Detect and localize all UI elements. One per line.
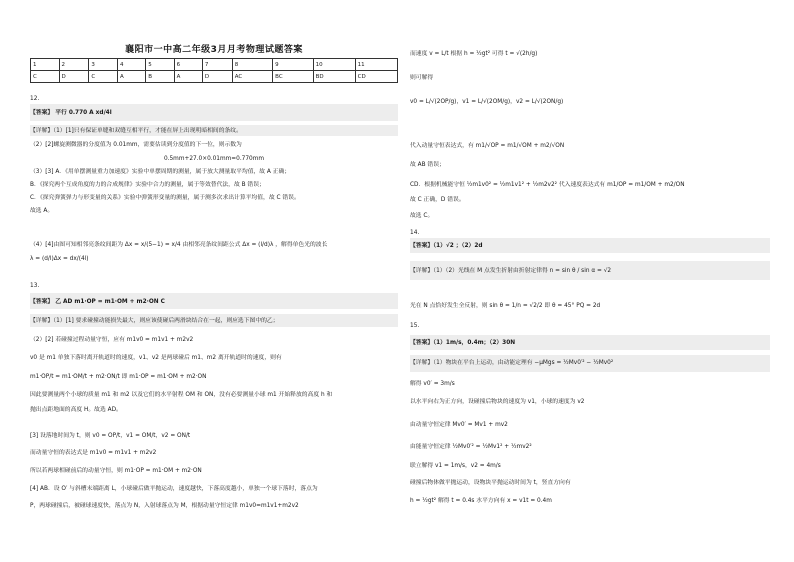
answer-table-answers-row (31, 71, 398, 83)
q13-continued-line: v0 = L/√(2OP/g)，v1 = L/√(2OM/g)，v2 = L/√(2ON/g) (410, 99, 564, 105)
q14-detail-line: 光在 N 点恰好发生全反射，则 sin θ = 1/n = √2/2 即 θ = 45° PQ = 2d (410, 303, 601, 309)
q13-detail-line: 【详解】（1）[1] 要求碰撞动能损失最大，则应该使碰后两滑块结合在一起，则应选下图中的乙； (30, 318, 279, 324)
table-cell: A (174, 71, 202, 83)
table-cell: CD (355, 71, 397, 83)
table-cell: 10 (313, 59, 355, 71)
table-cell: 3 (89, 59, 118, 71)
q15-detail-line: 由能量守恒定律 ½Mv0′² = ½Mv1² + ½mv2² (410, 444, 532, 450)
table-cell: 11 (355, 59, 397, 71)
q13-detail-line: [3] 设落地时间为 t，则 v0 = OP/t，v1 = OM/t，v2 = ON/t (30, 433, 191, 439)
q12-detail-line: C．《探究弹簧弹力与形变量的关系》实验中弹簧形变量的测量，属于测多次求出计算平均值，故 C 错误。 (30, 195, 300, 201)
q14-number: 14. (410, 230, 420, 236)
q15-detail-line: 【详解】（1）物块在平台上运动，由动能定理有 −μMgs = ½Mv0′² − ½Mv0² (410, 360, 614, 366)
table-cell: 2 (59, 59, 89, 71)
q13-continued-line: 代入动量守恒表达式，有 m1/√OP = m1/√OM + m2/√ON (410, 143, 565, 149)
q13-detail-line: 所以若两球相碰前后的动量守恒，则 m1·OP = m1·OM + m2·ON (30, 468, 202, 474)
q13-answer: 【答案】 乙 AD m1·OP = m1·OM + m2·ON C (30, 299, 165, 305)
q15-detail-line: 以水平向右为正方向，设碰撞后物块的速度为 v1，小球的速度为 v2 (410, 399, 585, 405)
table-cell: C (31, 71, 60, 83)
q13-detail-line: P，两球碰撞后，被碰球速度快，落点为 N，入射球落点为 M，根据动量守恒定律 m1v0=m1v1+m2v2 (30, 503, 299, 509)
q13-continued-line: 故 C 正确，D 错误。 (410, 197, 465, 203)
page-title: 襄阳市一中高二年级3月月考物理试题答案 (125, 45, 303, 55)
q12-detail-line: 【详解】（1）[1]只有保证单缝和双缝互相平行，才能在屏上出现明暗相间的条纹。 (30, 128, 242, 134)
q13-number: 13. (30, 283, 40, 289)
q13-detail-line: 抛出点距地面的高度 H。故选 AD。 (30, 407, 122, 413)
q13-continued-line: 故选 C。 (410, 213, 434, 219)
q15-detail-line: h = ½gt² 解得 t = 0.4s 水平方向有 x = v1t = 0.4m (410, 498, 552, 504)
q13-detail-line: [4] AB．设 O′ 与斜槽末端距离 L，小球碰后做平抛运动，速度越快，下落高度越小，单独一个球下落时，落点为 (30, 486, 318, 492)
q13-continued-line: 而速度 v = L/t 根据 h = ½gt² 可得 t = √(2h/g) (410, 51, 538, 57)
q15-detail-line: 由动量守恒定律 Mv0′ = Mv1 + mv2 (410, 422, 508, 428)
table-cell: BC (273, 71, 313, 83)
q13-continued-line: CD．根据机械能守恒 ½m1v0² = ½m1v1² + ½m2v2² 代入速度表达式有 m1/OP = m1/OM + m2/ON (410, 182, 685, 188)
answer-table-numbers-row (31, 59, 398, 71)
q15-detail-line: 碰撞后物体做平抛运动，设物块平抛运动时间为 t，竖直方向有 (410, 480, 571, 486)
table-cell: B (146, 71, 174, 83)
table-cell: 7 (202, 59, 232, 71)
q13-detail-line: v0 是 m1 单独下落时离开轨道时的速度，v1、v2 是两球碰后 m1、m2 离开轨道时的速度，则有 (30, 355, 282, 361)
q14-answer: 【答案】（1）√2 ；（2）2d (410, 243, 483, 249)
q12-number: 12. (30, 96, 40, 102)
table-cell: 8 (232, 59, 272, 71)
table-cell: 4 (117, 59, 145, 71)
table-cell: 9 (273, 59, 313, 71)
q12-detail-line: B．《探究两个互成角度的力的合成规律》实验中合力的测量，属于等效替代法，故 B 错误； (30, 182, 265, 188)
table-cell: D (59, 71, 89, 83)
q13-detail-line: 因此要测量两个小球的质量 m1 和 m2 以及它们的水平射程 OM 和 ON，没有必要测量小球 m1 开始释放的高度 h 和 (30, 392, 333, 398)
table-cell: 1 (31, 59, 60, 71)
q13-detail-line: 而动量守恒的表达式是 m1v0 = m1v1 + m2v2 (30, 450, 157, 456)
q12-detail-line: （2）[2]螺旋测微器的分度值为 0.01mm，需要估读到分度值的下一位，则示数为 (30, 142, 242, 148)
table-cell: C (89, 71, 118, 83)
table-cell: 6 (174, 59, 202, 71)
q13-detail-line: m1·OP/t = m1·OM/t + m2·ON/t 即 m1·OP = m1·OM + m2·ON (30, 374, 207, 380)
table-cell: BD (313, 71, 355, 83)
q13-continued-line: 故 AB 错误； (410, 162, 445, 168)
table-cell: AC (232, 71, 272, 83)
q14-detail-line: 【详解】（1）（2）光线在 M 点发生折射由折射定律得 n = sin θ / sin α = √2 (410, 268, 612, 274)
q12-detail-line: （3）[3] A．《用单摆测量重力加速度》实验中单摆周期的测量，属于放大测量取平均值，故 A 正确； (30, 169, 291, 175)
q15-detail-line: 联立解得 v1 = 1m/s，v2 = 4m/s (410, 463, 501, 469)
q13-detail-line: （2）[2] 若碰撞过程动量守恒，应有 m1v0 = m1v1 + m2v2 (30, 337, 194, 343)
q15-number: 15. (410, 323, 420, 329)
q12-detail-line: 0.5mm+27.0×0.01mm=0.770mm (163, 156, 265, 162)
q12-answer: 【答案】 平行 0.770 A xd/4l (30, 110, 112, 116)
q12-detail-line: （4）[4]由图可知相邻亮条纹间距为 Δx = x/(5−1) = x/4 由相邻亮条纹间距公式 Δx = (l/d)λ ，解得单色光的波长 (30, 242, 328, 248)
q12-detail-line: 故选 A。 (30, 208, 54, 214)
q12-detail-line: λ = (d/l)Δx = dx/(4l) (30, 256, 89, 262)
answer-table (30, 58, 398, 83)
q15-detail-line: 解得 v0′ = 3m/s (410, 381, 455, 387)
table-cell: D (202, 71, 232, 83)
q15-answer: 【答案】（1）1m/s，0.4m；（2）30N (410, 340, 516, 346)
table-cell: 5 (146, 59, 174, 71)
q13-continued-line: 则可解得 (410, 75, 434, 81)
table-cell: A (117, 71, 145, 83)
